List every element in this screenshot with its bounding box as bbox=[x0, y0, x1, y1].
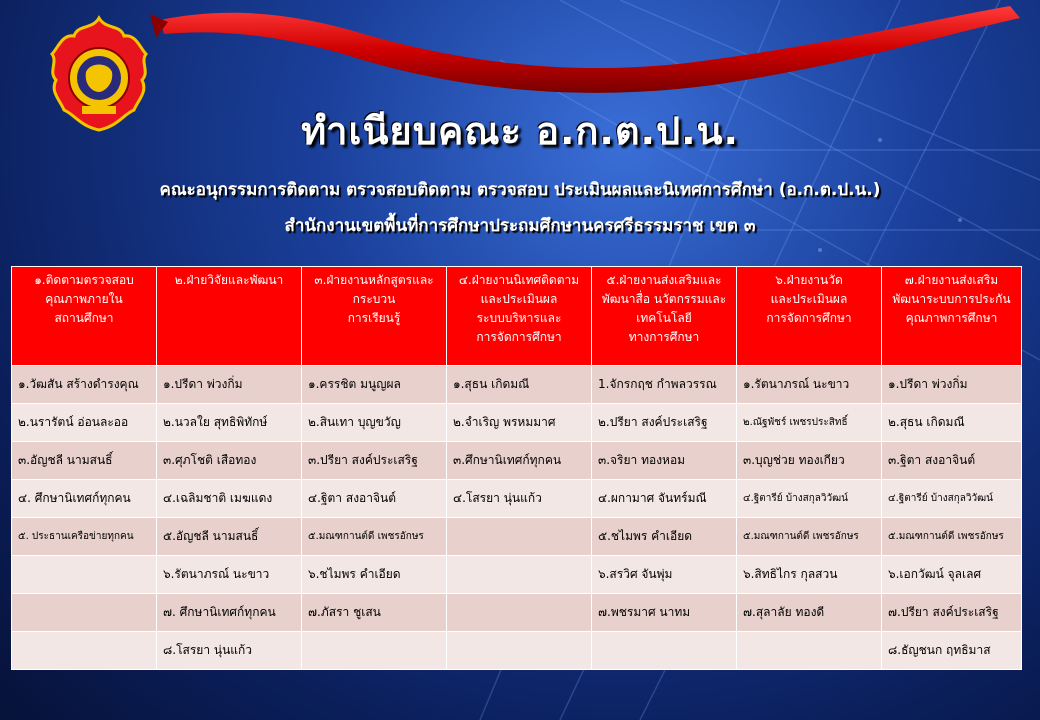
table-cell: ๖.รัตนาภรณ์ นะขาว bbox=[157, 556, 302, 594]
table-row bbox=[12, 556, 1022, 594]
table-row bbox=[12, 366, 1022, 404]
column-header-line: ๒.ฝ่ายวิจัยและพัฒนา bbox=[174, 273, 284, 287]
table-cell bbox=[447, 594, 592, 632]
column-header-line: และประเมินผล bbox=[770, 292, 848, 306]
column-header-line: ๓.ฝ่ายงานหลักสูตรและ bbox=[314, 273, 434, 287]
column-header-5 bbox=[592, 267, 737, 366]
table-cell: ๗.พชรมาศ นาทม bbox=[592, 594, 737, 632]
table-cell: ๓.จริยา ทองหอม bbox=[592, 442, 737, 480]
column-header-line: พัฒนาระบบการประกัน bbox=[892, 292, 1011, 306]
column-header-7 bbox=[882, 267, 1022, 366]
table-cell bbox=[12, 556, 157, 594]
table-cell: ๔.โสรยา นุ่นแก้ว bbox=[447, 480, 592, 518]
column-header-line: ๗.ฝ่ายงานส่งเสริม bbox=[904, 273, 999, 287]
table-cell: ๑.วัฒสัน สร้างดำรงคุณ bbox=[12, 366, 157, 404]
table-cell: ๑.รัตนาภรณ์ นะขาว bbox=[737, 366, 882, 404]
table-cell bbox=[12, 594, 157, 632]
table-cell: ๕.มณฑกานต์ดี เพชรอักษร bbox=[737, 518, 882, 556]
red-ribbon bbox=[150, 0, 1030, 110]
table-cell: ๑.สุธน เกิดมณี bbox=[447, 366, 592, 404]
table-cell bbox=[447, 632, 592, 670]
table-cell: ๓.ฐิตา สงอาจินต์ bbox=[882, 442, 1022, 480]
table-row bbox=[12, 442, 1022, 480]
table-cell: ๓.ปรียา สงค์ประเสริฐ bbox=[302, 442, 447, 480]
column-header-line: การเรียนรู้ bbox=[347, 311, 401, 325]
table-cell: ๒.สินเทา บุญขวัญ bbox=[302, 404, 447, 442]
committee-table bbox=[11, 266, 1022, 670]
column-header-3 bbox=[302, 267, 447, 366]
table-cell: ๓.บุญช่วย ทองเกียว bbox=[737, 442, 882, 480]
table-cell bbox=[737, 632, 882, 670]
table-cell: ๕.ชไมพร คำเอียด bbox=[592, 518, 737, 556]
column-header-line: สถานศึกษา bbox=[54, 311, 114, 325]
column-header-2 bbox=[157, 267, 302, 366]
table-cell bbox=[447, 518, 592, 556]
table-cell: ๑.ปรีดา พ่วงกิ่ม bbox=[157, 366, 302, 404]
table-cell: ๔. ศึกษานิเทศก์ทุกคน bbox=[12, 480, 157, 518]
table-cell: 1.จักรกฤช กำพลวรรณ bbox=[592, 366, 737, 404]
table-cell: ๑.ครรชิต มนูญผล bbox=[302, 366, 447, 404]
column-header-line: คุณภาพภายใน bbox=[45, 292, 123, 306]
table-cell: ๖.สิทธิไกร กุลสวน bbox=[737, 556, 882, 594]
table-cell bbox=[12, 632, 157, 670]
table-row bbox=[12, 480, 1022, 518]
table-cell bbox=[302, 632, 447, 670]
table-cell: ๒.นวลใย สุทธิพิทักษ์ bbox=[157, 404, 302, 442]
table-cell: ๒.จำเริญ พรหมมาศ bbox=[447, 404, 592, 442]
table-cell: ๓.ศึกษานิเทศก์ทุกคน bbox=[447, 442, 592, 480]
table-row bbox=[12, 404, 1022, 442]
table-row bbox=[12, 518, 1022, 556]
table-cell: ๓.อัญชลี นามสนธิ์ bbox=[12, 442, 157, 480]
page-title: ทำเนียบคณะ อ.ก.ต.ป.น. bbox=[301, 109, 739, 153]
table-cell: ๒.ณัฐพัชร์ เพชรประสิทธิ์ bbox=[737, 404, 882, 442]
table-row bbox=[12, 594, 1022, 632]
page-subtitle-office: สำนักงานเขตพื้นที่การศึกษาประถมศึกษานครศรีธรรมราช เขต ๓ bbox=[284, 216, 756, 236]
column-header-line: ๔.ฝ่ายงานนิเทศติดตาม bbox=[458, 273, 580, 287]
column-header-line: ๑.ติดตามตรวจสอบ bbox=[34, 273, 134, 287]
column-header-line: กระบวน bbox=[352, 292, 396, 306]
table-cell: ๒.สุธน เกิดมณี bbox=[882, 404, 1022, 442]
column-header-line: และประเมินผล bbox=[480, 292, 558, 306]
table-cell: ๔.ฐิตารีย์ บ้างสกุลวิวัฒน์ bbox=[882, 480, 1022, 518]
column-header-line: การจัดการศึกษา bbox=[766, 311, 852, 325]
table-cell: ๘.โสรยา นุ่นแก้ว bbox=[157, 632, 302, 670]
table-cell: ๖.สรวิศ จันพุ่ม bbox=[592, 556, 737, 594]
table-cell: ๗.ปรียา สงค์ประเสริฐ bbox=[882, 594, 1022, 632]
column-header-line: คุณภาพการศึกษา bbox=[905, 311, 998, 325]
table-header-row bbox=[12, 267, 1022, 366]
column-header-1 bbox=[12, 267, 157, 366]
table-cell: ๘.ธัญชนก ฤทธิมาส bbox=[882, 632, 1022, 670]
column-header-6 bbox=[737, 267, 882, 366]
table-cell: ๔.ผกามาศ จันทร์มณี bbox=[592, 480, 737, 518]
table-cell: ๒.ปรียา สงค์ประเสริฐ bbox=[592, 404, 737, 442]
table-cell: ๖.เอกวัฒน์ จุลเลศ bbox=[882, 556, 1022, 594]
table-cell: ๗. ศึกษานิเทศก์ทุกคน bbox=[157, 594, 302, 632]
column-header-line: พัฒนาสื่อ นวัตกรรมและ bbox=[601, 292, 727, 306]
table-cell: ๔.ฐิตา สงอาจินต์ bbox=[302, 480, 447, 518]
column-header-4 bbox=[447, 267, 592, 366]
column-header-line: ๖.ฝ่ายงานวัด bbox=[775, 273, 843, 287]
table-cell: ๒.นรารัตน์ อ่อนละออ bbox=[12, 404, 157, 442]
table-cell: ๕.มณฑกานต์ดี เพชรอักษร bbox=[882, 518, 1022, 556]
column-header-line: ทางการศึกษา bbox=[628, 330, 700, 344]
table-cell bbox=[447, 556, 592, 594]
column-header-line: การจัดการศึกษา bbox=[476, 330, 562, 344]
column-header-line: ๕.ฝ่ายงานส่งเสริมและ bbox=[606, 273, 722, 287]
column-header-line: ระบบบริหารและ bbox=[476, 311, 562, 325]
table-row bbox=[12, 632, 1022, 670]
table-cell: ๖.ชไมพร คำเอียด bbox=[302, 556, 447, 594]
table-cell: ๗.ภัสรา ชูเสน bbox=[302, 594, 447, 632]
table-cell: ๕. ประธานเครือข่ายทุกคน bbox=[12, 518, 157, 556]
table-cell: ๔.เฉลิมชาติ เมฆแดง bbox=[157, 480, 302, 518]
page-subtitle-committee: คณะอนุกรรมการติดตาม ตรวจสอบติดตาม ตรวจสอบ ประเมินผลและนิเทศการศึกษา (อ.ก.ต.ป.น.) bbox=[159, 180, 881, 200]
table-cell: ๕.อัญชลี นามสนธิ์ bbox=[157, 518, 302, 556]
table-cell: ๗.สุลาลัย ทองดี bbox=[737, 594, 882, 632]
table-cell bbox=[592, 632, 737, 670]
table-cell: ๓.ศุภโชติ เสือทอง bbox=[157, 442, 302, 480]
column-header-line: เทคโนโลยี bbox=[636, 311, 692, 325]
table-cell: ๔.ฐิตารีย์ บ้างสกุลวิวัฒน์ bbox=[737, 480, 882, 518]
table-cell: ๕.มณฑกานต์ดี เพชรอักษร bbox=[302, 518, 447, 556]
table-cell: ๑.ปรีดา พ่วงกิ่ม bbox=[882, 366, 1022, 404]
